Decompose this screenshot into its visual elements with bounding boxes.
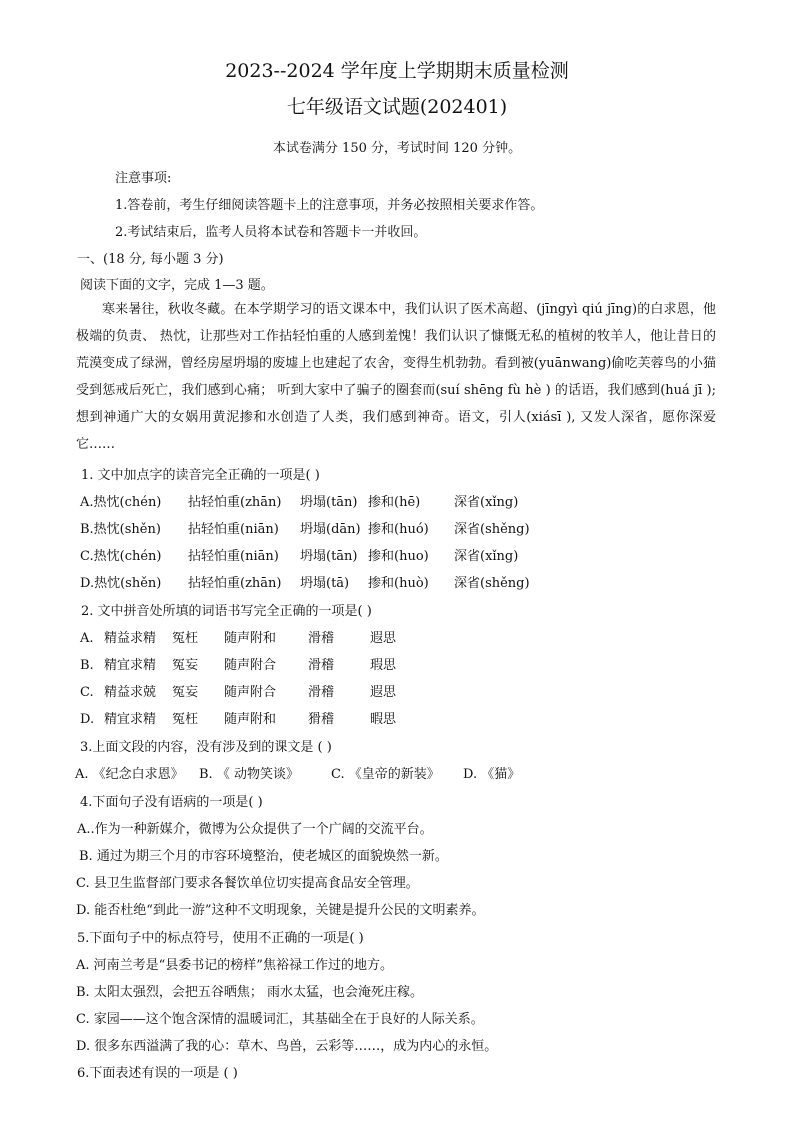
- option-cell: 掺和(huó): [368, 522, 429, 537]
- option-cell: 深省(shěng): [454, 576, 530, 591]
- option-cell: B.热忱(shěn): [80, 522, 161, 537]
- question-4-option-b: B. 通过为期三个月的市容环境整治，使老城区的面貌焕然一新。: [79, 849, 448, 864]
- option-cell: 猾稽: [308, 712, 335, 727]
- option-cell: 掺和(hē): [368, 495, 421, 510]
- question-5-option-d: D. 很多东西溢满了我的心：草木、鸟兽，云彩等……，成为内心的永恒。: [76, 1039, 498, 1054]
- option-letter: B.: [80, 658, 94, 673]
- question-2-option-b: [80, 654, 396, 673]
- option-cell: 精益求兢: [104, 685, 157, 700]
- option-cell: A.热忱(chén): [80, 495, 162, 510]
- option-letter: D.: [80, 712, 95, 727]
- option-cell: 冤枉: [172, 712, 199, 727]
- section-instruction: 阅读下面的文字，完成 1—3 题。: [80, 278, 274, 293]
- question-1-option-d: [80, 572, 530, 591]
- question-2-option-d: [80, 708, 396, 727]
- option-cell: 坍塌(tā): [300, 576, 350, 591]
- option-cell: 冤枉: [172, 631, 199, 646]
- section-heading: 一、(18 分, 每小题 3 分): [77, 252, 224, 267]
- option-cell: 掺和(huo): [368, 549, 429, 564]
- question-4-option-a: A..作为一种新媒介，微博为公众提供了一个广阔的交流平台。: [77, 822, 433, 837]
- question-4-stem: 4.下面句子没有语病的一项是( ): [80, 795, 263, 810]
- passage-text: 寒来暑往，秋收冬藏。在本学期学习的语文课本中，我们认识了医术高超、(jīngyì qiú jīng)的白求恩，他极端的负责、 热忱，让那些对工作拈轻怕重的人感到羞愧！我们认识了慷慨无私的植树的牧羊人，他让昔日的荒漠变成了绿洲，曾经房屋坍塌的废墟上也建起了农舍，变得生机勃勃。看到被(yuānwang)偷吃芙蓉鸟的小猫受到惩戒后死亡，我们感到心痛； 听到大家中了骗子的圈套而(suí shēng fù hè ) 的话语，我们感到(huá jī ); 想到神通广大的女娲用黄泥掺和水创造了人类，我们感到神奇。语文，引人(xiásī ), 又发人深省，愿你深爱它……: [76, 302, 716, 452]
- question-3-stem: 3.上面文段的内容，没有涉及到的课文是 ( ): [80, 740, 332, 755]
- question-1-option-c: [80, 545, 518, 564]
- option-cell: 精宜求精: [104, 712, 157, 727]
- option-cell: 随声附和: [224, 631, 277, 646]
- option-letter: C.: [80, 685, 94, 700]
- option-cell: 深省(xǐng): [454, 495, 519, 510]
- option-cell: B. 《 动物笑谈》: [199, 767, 299, 782]
- option-cell: 暇思: [370, 712, 397, 727]
- question-1-option-b: [80, 518, 530, 537]
- option-cell: 随声附和: [224, 712, 277, 727]
- option-cell: 拈轻怕重(zhān): [188, 495, 282, 510]
- option-cell: C.热忱(chén): [80, 549, 162, 564]
- option-cell: 拈轻怕重(zhān): [188, 576, 282, 591]
- question-1-option-a: [80, 491, 518, 510]
- option-cell: 拈轻怕重(niān): [188, 549, 279, 564]
- question-6-stem: 6.下面表述有误的一项是 ( ): [77, 1066, 238, 1081]
- exam-subtitle: 七年级语文试题(202401): [286, 96, 508, 118]
- question-2-option-a: [80, 627, 396, 646]
- question-4-option-c: C. 县卫生监督部门要求各餐饮单位切实提高食品安全管理。: [76, 876, 419, 891]
- option-cell: 遐思: [370, 631, 397, 646]
- exam-title: 2023--2024 学年度上学期期末质量检测: [225, 60, 569, 82]
- option-cell: 随声附合: [224, 685, 277, 700]
- option-cell: 精益求精: [104, 631, 157, 646]
- option-cell: D. 《猫》: [463, 767, 521, 782]
- notice-heading: 注意事项:: [115, 171, 172, 186]
- option-cell: 滑稽: [308, 631, 335, 646]
- option-cell: 掺和(huò): [368, 576, 429, 591]
- question-5-stem: 5.下面句子中的标点符号，使用不正确的一项是( ): [77, 931, 364, 946]
- option-cell: D.热忱(shěn): [80, 576, 162, 591]
- question-5-option-c: C. 家园——这个饱含深情的温暖词汇，其基础全在于良好的人际关系。: [76, 1012, 484, 1027]
- option-cell: 精宜求精: [104, 658, 157, 673]
- option-cell: 随声附合: [224, 658, 277, 673]
- option-cell: 拈轻怕重(niān): [188, 522, 279, 537]
- option-cell: 坍塌(tān): [300, 495, 358, 510]
- option-letter: A.: [80, 631, 94, 646]
- option-cell: 坍塌(dān): [300, 522, 361, 537]
- notice-item: 1.答卷前，考生仔细阅读答题卡上的注意事项，并务必按照相关要求作答。: [115, 198, 544, 213]
- option-cell: 坍塌(tān): [300, 549, 358, 564]
- option-cell: 深省(xǐng): [454, 549, 519, 564]
- option-cell: 冤妄: [172, 658, 199, 673]
- question-5-option-a: A. 河南兰考是“县委书记的榜样”焦裕禄工作过的地方。: [76, 958, 393, 973]
- option-cell: C. 《皇帝的新装》: [331, 767, 440, 782]
- option-cell: 遐思: [370, 685, 397, 700]
- question-2-option-c: [80, 681, 396, 700]
- question-5-option-b: B. 太阳太强烈，会把五谷晒焦； 雨水太猛，也会淹死庄稼。: [76, 985, 423, 1000]
- reading-passage: [76, 296, 716, 458]
- question-1-stem: 1. 文中加点字的读音完全正确的一项是( ): [81, 468, 320, 483]
- notice-item: 2.考试结束后，监考人员将本试卷和答题卡一并收回。: [115, 225, 427, 240]
- question-4-option-d: D. 能否杜绝“到此一游”这种不文明现象，关键是提升公民的文明素养。: [76, 903, 485, 918]
- option-cell: 滑稽: [308, 658, 335, 673]
- option-cell: 冤妄: [172, 685, 199, 700]
- option-cell: A. 《纪念白求恩》: [75, 767, 184, 782]
- exam-score-note: 本试卷满分 150 分，考试时间 120 分钟。: [272, 141, 522, 156]
- option-cell: 滑稽: [308, 685, 335, 700]
- option-cell: 深省(shěng): [454, 522, 530, 537]
- question-2-stem: 2. 文中拼音处所填的词语书写完全正确的一项是( ): [81, 604, 372, 619]
- question-3-options: [75, 763, 520, 782]
- option-cell: 瑕思: [370, 658, 397, 673]
